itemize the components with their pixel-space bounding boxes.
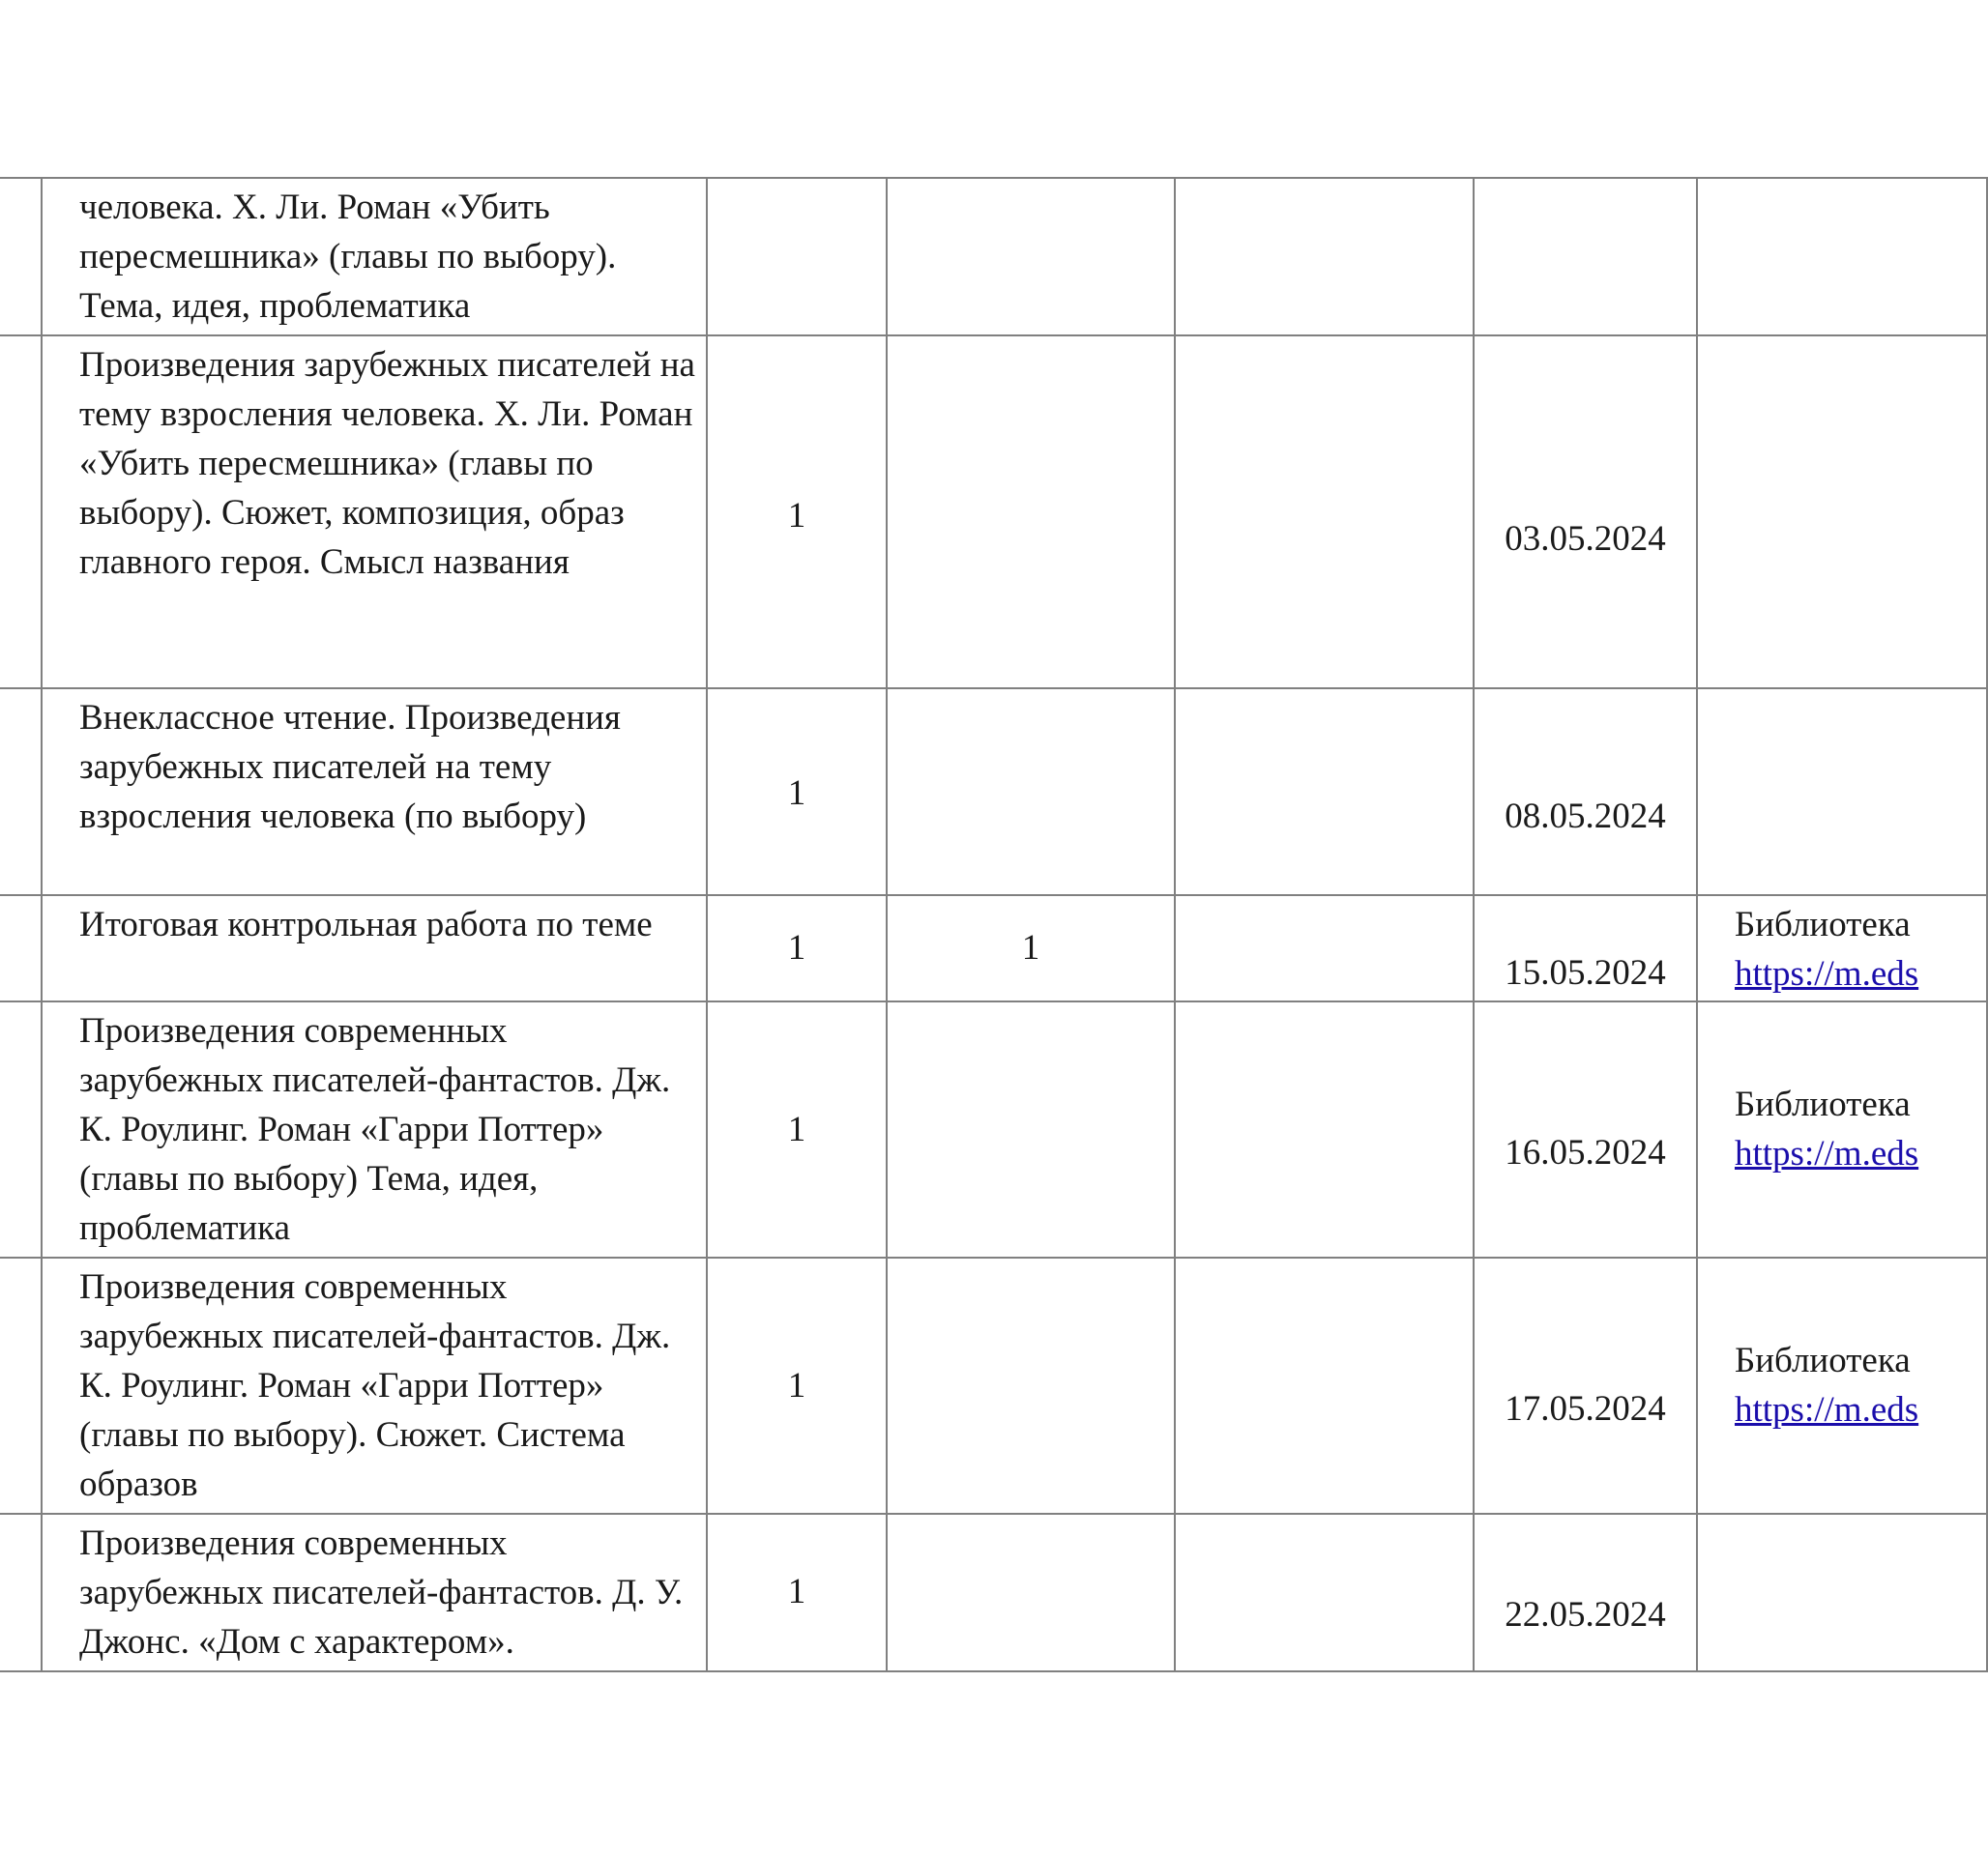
resource-cell [1697, 178, 1987, 335]
practice-work-cell [1175, 1514, 1474, 1671]
topic-cell: Произведения зарубежных писателей на тему взросления человека. Х. Ли. Роман «Убить пересмешника» (главы по выбору). Сюжет, композиция, образ главного героя. Смысл названия [42, 335, 707, 688]
topic-cell: Произведения современных зарубежных писателей-фантастов. Дж. К. Роулинг. Роман «Гарри Поттер» (главы по выбору) Тема, идея, проблематика [42, 1001, 707, 1258]
row-number-cell [0, 1001, 42, 1258]
resource-link[interactable]: https://m.eds [1735, 1390, 1919, 1430]
date-cell: 17.05.2024 [1474, 1258, 1697, 1514]
resource-cell [1697, 335, 1987, 688]
control-work-cell [887, 1001, 1175, 1258]
table-row [0, 178, 1987, 335]
table-body [0, 178, 1987, 1671]
date-cell: 22.05.2024 [1474, 1514, 1697, 1671]
hours-cell [707, 178, 887, 335]
date-cell: 03.05.2024 [1474, 335, 1697, 688]
practice-work-cell [1175, 335, 1474, 688]
topic-cell: Произведения современных зарубежных писателей-фантастов. Д. У. Джонс. «Дом с характером». [42, 1514, 707, 1671]
control-work-cell [887, 688, 1175, 895]
hours-cell [707, 895, 887, 1001]
hours-cell [707, 688, 887, 895]
resource-cell [1697, 1514, 1987, 1671]
resource-label: Библиотека [1735, 1085, 1911, 1124]
resource-link[interactable]: https://m.eds [1735, 1134, 1919, 1174]
date-cell: 08.05.2024 [1474, 688, 1697, 895]
resource-label: Библиотека [1735, 1341, 1911, 1380]
hours-value: 1 [787, 496, 806, 536]
control-work-cell [887, 1514, 1175, 1671]
hours-value: 1 [787, 928, 806, 968]
hours-cell [707, 1514, 887, 1671]
practice-work-cell [1175, 1258, 1474, 1514]
control-work-cell [887, 1258, 1175, 1514]
hours-value: 1 [787, 773, 806, 813]
row-number-cell [0, 178, 42, 335]
practice-work-cell [1175, 1001, 1474, 1258]
hours-cell [707, 335, 887, 688]
row-number-cell [0, 1514, 42, 1671]
row-number-cell [0, 1258, 42, 1514]
table-row [0, 895, 1987, 1001]
practice-work-cell [1175, 688, 1474, 895]
hours-value: 1 [787, 1572, 806, 1611]
practice-work-cell [1175, 178, 1474, 335]
date-cell [1474, 178, 1697, 335]
table-row [0, 1258, 1987, 1514]
resource-cell [1697, 1001, 1987, 1258]
table-row [0, 1001, 1987, 1258]
hours-cell [707, 1258, 887, 1514]
resource-link[interactable]: https://m.eds [1735, 954, 1919, 994]
topic-cell: Произведения современных зарубежных писателей-фантастов. Дж. К. Роулинг. Роман «Гарри Поттер» (главы по выбору). Сюжет. Система образов [42, 1258, 707, 1514]
control-work-cell [887, 178, 1175, 335]
row-number-cell [0, 335, 42, 688]
date-cell: 16.05.2024 [1474, 1001, 1697, 1258]
table-row [0, 688, 1987, 895]
resource-label: Библиотека [1735, 905, 1911, 944]
resource-cell [1697, 895, 1987, 1001]
practice-work-cell [1175, 895, 1474, 1001]
hours-value: 1 [787, 1110, 806, 1149]
control-work-cell: 1 [887, 895, 1175, 1001]
row-number-cell [0, 895, 42, 1001]
control-work-cell [887, 335, 1175, 688]
table-row [0, 335, 1987, 688]
table-row [0, 1514, 1987, 1671]
row-number-cell [0, 688, 42, 895]
topic-cell: Внеклассное чтение. Произведения зарубежных писателей на тему взросления человека (по выбору) [42, 688, 707, 895]
resource-cell [1697, 1258, 1987, 1514]
hours-cell [707, 1001, 887, 1258]
topic-cell: Итоговая контрольная работа по теме [42, 895, 707, 1001]
date-cell: 15.05.2024 [1474, 895, 1697, 1001]
lesson-plan-table [0, 177, 1988, 1672]
hours-value: 1 [787, 1366, 806, 1406]
resource-cell [1697, 688, 1987, 895]
topic-cell: человека. Х. Ли. Роман «Убить пересмешника» (главы по выбору). Тема, идея, проблематика [42, 178, 707, 335]
